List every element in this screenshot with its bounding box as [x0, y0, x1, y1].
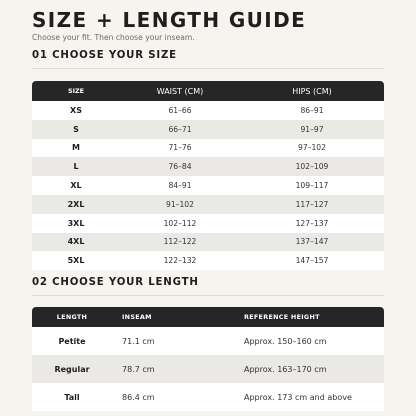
- waist-cell: 91–102: [120, 195, 240, 214]
- waist-cell: 76–84: [120, 157, 240, 176]
- waist-cell: 122–132: [120, 251, 240, 270]
- table-row: [32, 195, 384, 214]
- inseam-cell: 86.4 cm: [112, 383, 216, 411]
- column-header-reference-height: REFERENCE HEIGHT: [216, 307, 384, 327]
- waist-cell: 66–71: [120, 120, 240, 139]
- column-header-size: SIZE: [32, 81, 120, 101]
- size-cell: L: [32, 157, 120, 176]
- height-cell: Approx. 173 cm and above: [216, 383, 384, 411]
- table-row: [32, 251, 384, 270]
- waist-cell: 102–112: [120, 214, 240, 233]
- table-row: [32, 157, 384, 176]
- height-cell: Approx. 163–170 cm: [216, 355, 384, 383]
- length-table: [32, 307, 384, 411]
- length-table-header-row: [32, 307, 384, 327]
- table-row: [32, 120, 384, 139]
- length-section-heading: 02 CHOOSE YOUR LENGTH: [32, 277, 199, 288]
- length-cell: Petite: [32, 327, 112, 355]
- table-row: [32, 355, 384, 383]
- inseam-cell: 78.7 cm: [112, 355, 216, 383]
- column-header-hips: HIPS (CM): [240, 81, 384, 101]
- size-section-heading: 01 CHOOSE YOUR SIZE: [32, 50, 177, 61]
- size-cell: 3XL: [32, 214, 120, 233]
- size-cell: M: [32, 139, 120, 158]
- size-cell: S: [32, 120, 120, 139]
- table-row: [32, 214, 384, 233]
- size-cell: 2XL: [32, 195, 120, 214]
- table-row: [32, 101, 384, 120]
- table-row: [32, 233, 384, 252]
- hips-cell: 109–117: [240, 176, 384, 195]
- size-table-header-row: [32, 81, 384, 101]
- table-row: [32, 327, 384, 355]
- hips-cell: 137–147: [240, 233, 384, 252]
- column-header-inseam: INSEAM: [112, 307, 216, 327]
- size-table: [32, 81, 384, 270]
- size-section-divider: [32, 68, 384, 69]
- hips-cell: 91–97: [240, 120, 384, 139]
- page-title: SIZE + LENGTH GUIDE: [32, 8, 307, 32]
- table-row: [32, 139, 384, 158]
- column-header-length: LENGTH: [32, 307, 112, 327]
- length-cell: Tall: [32, 383, 112, 411]
- hips-cell: 86–91: [240, 101, 384, 120]
- page-subtitle: Choose your fit. Then choose your inseam.: [32, 33, 195, 42]
- column-header-waist: WAIST (CM): [120, 81, 240, 101]
- length-section-divider: [32, 295, 384, 296]
- size-cell: XS: [32, 101, 120, 120]
- hips-cell: 127–137: [240, 214, 384, 233]
- height-cell: Approx. 150–160 cm: [216, 327, 384, 355]
- waist-cell: 112–122: [120, 233, 240, 252]
- waist-cell: 84–91: [120, 176, 240, 195]
- table-row: [32, 383, 384, 411]
- table-row: [32, 176, 384, 195]
- waist-cell: 61–66: [120, 101, 240, 120]
- size-cell: 5XL: [32, 251, 120, 270]
- hips-cell: 147–157: [240, 251, 384, 270]
- length-cell: Regular: [32, 355, 112, 383]
- size-cell: XL: [32, 176, 120, 195]
- hips-cell: 97–102: [240, 139, 384, 158]
- hips-cell: 102–109: [240, 157, 384, 176]
- size-cell: 4XL: [32, 233, 120, 252]
- inseam-cell: 71.1 cm: [112, 327, 216, 355]
- waist-cell: 71–76: [120, 139, 240, 158]
- hips-cell: 117–127: [240, 195, 384, 214]
